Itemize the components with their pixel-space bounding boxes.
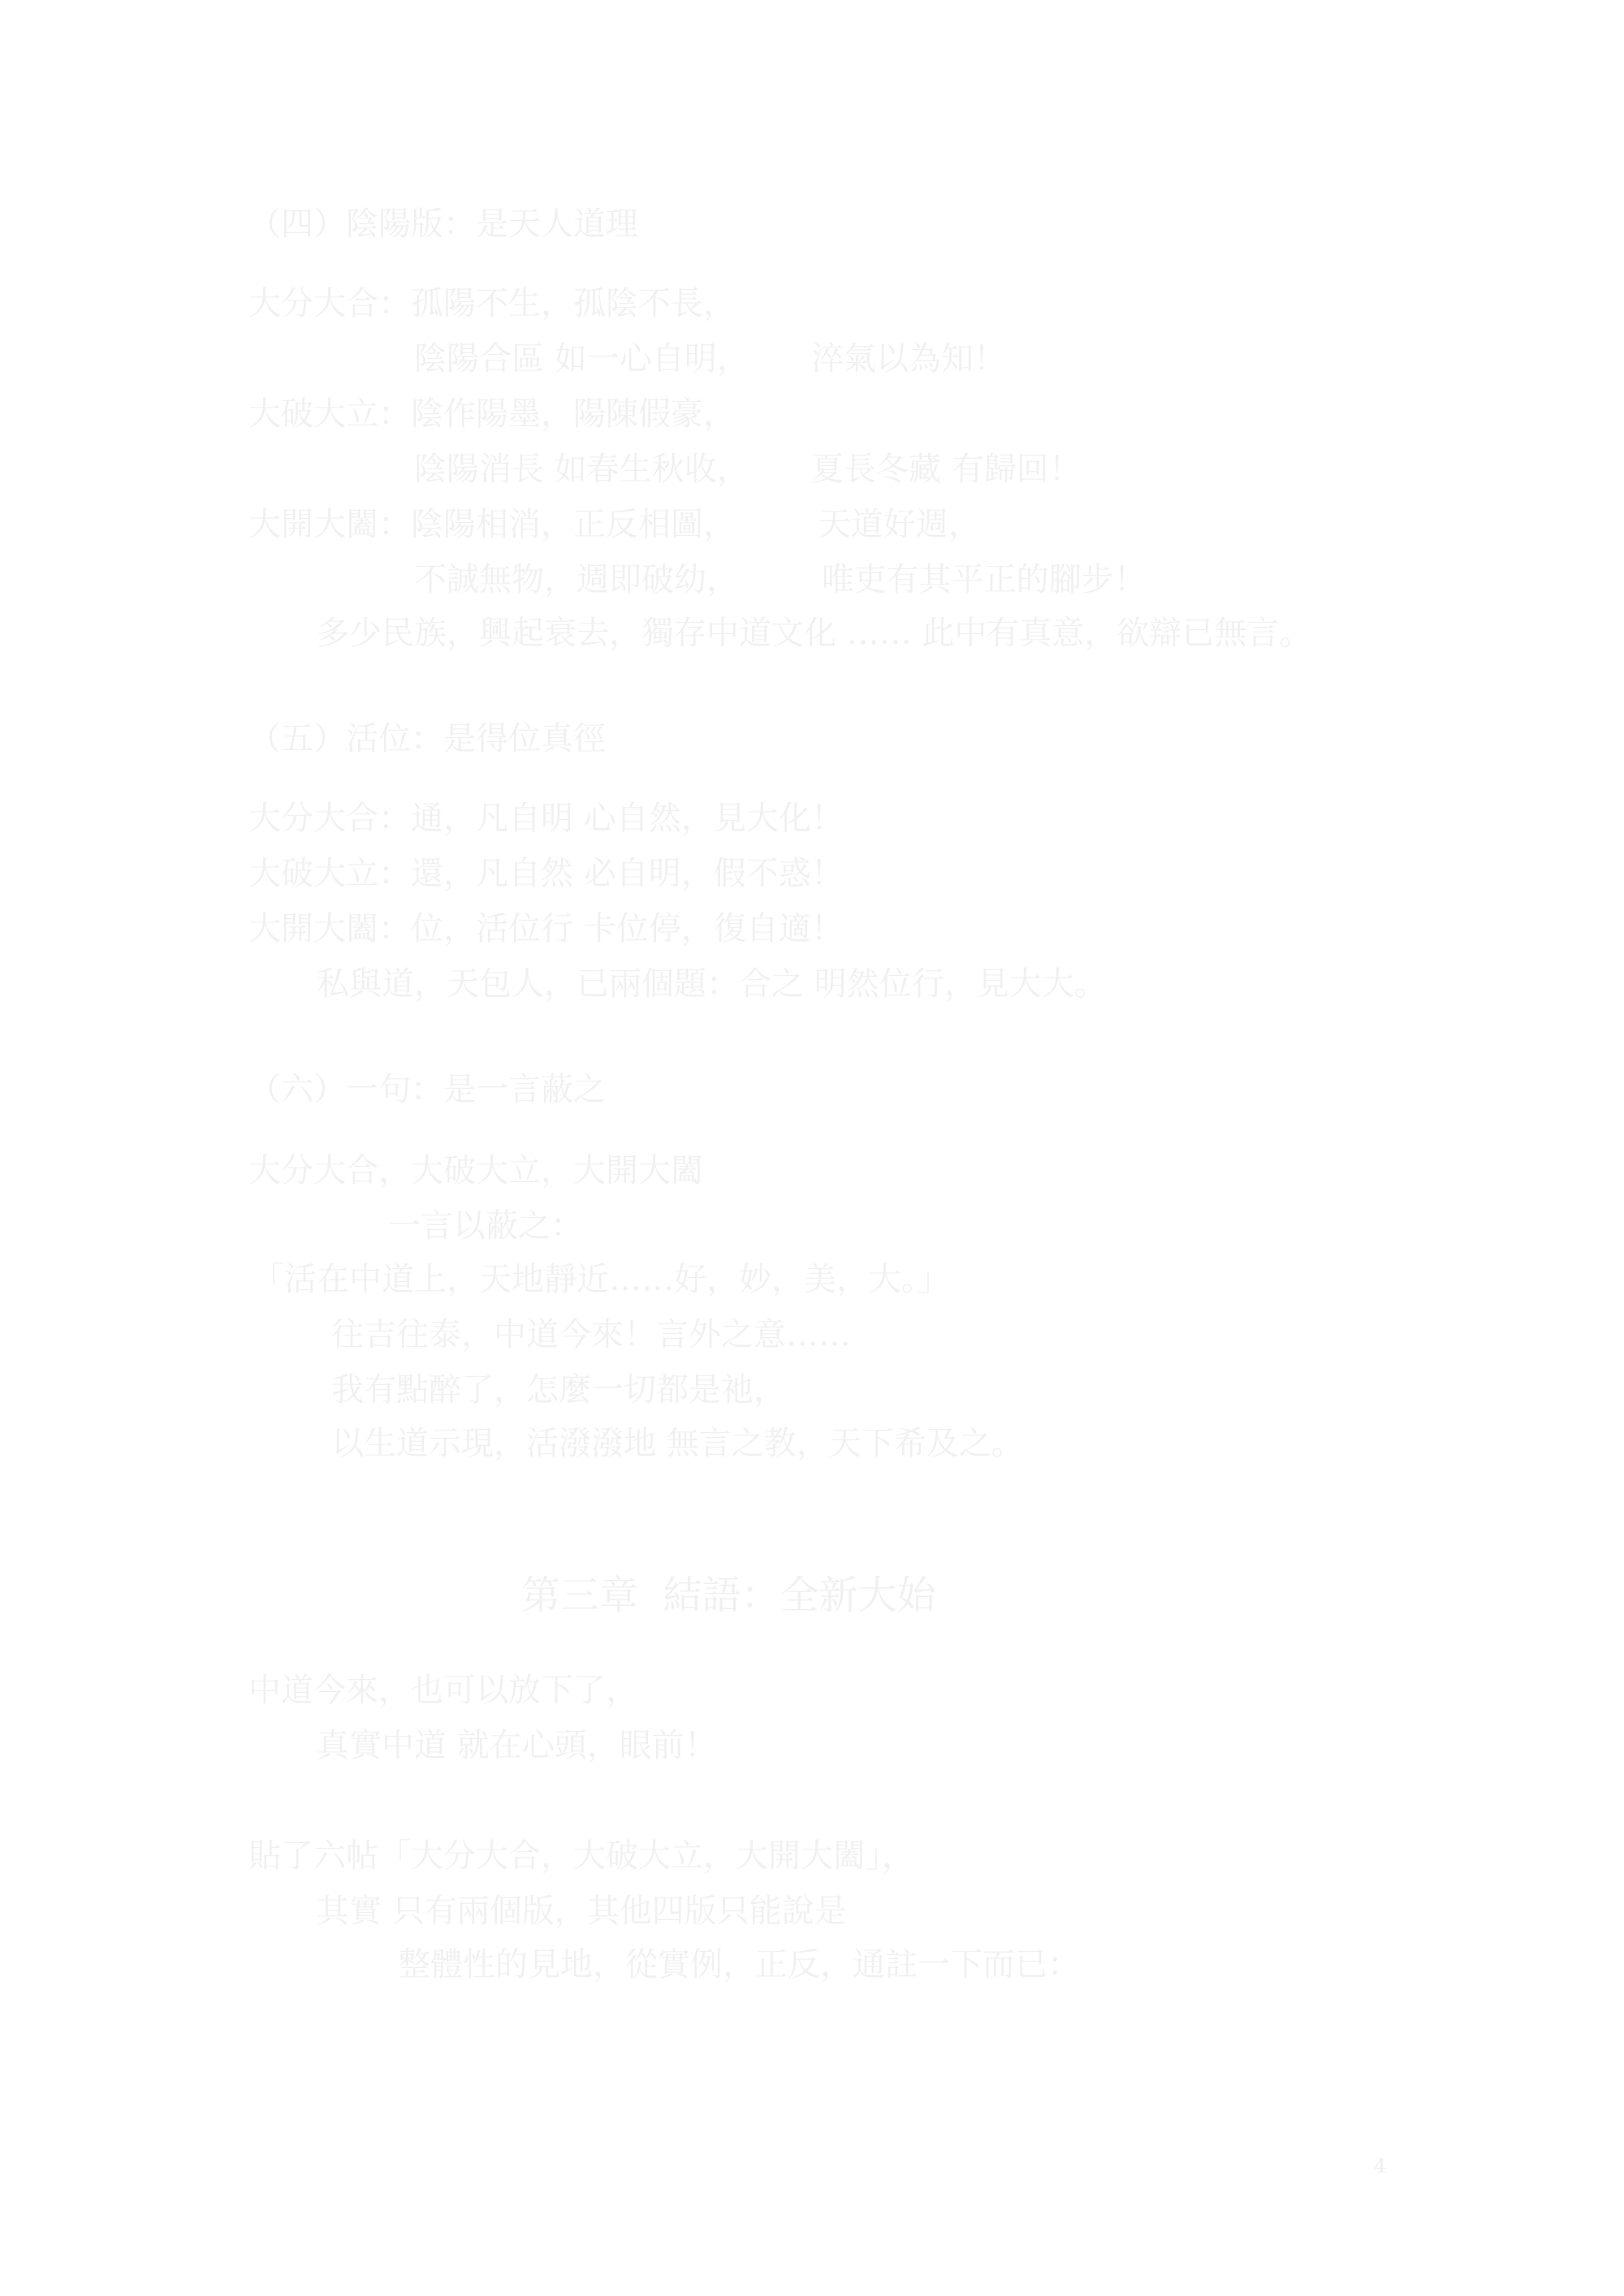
chapter-paragraph-line: 其實 只有兩個版，其他四版只能說是	[317, 1892, 847, 1930]
section4-line: 不誠無物，週即破幼， 唯吏有其平正的腳步！	[414, 561, 1147, 598]
chapter-title: 第三章 結語：全新大始	[521, 1573, 936, 1618]
chapter-paragraph-line: 中道今來，也可以放下了，	[248, 1672, 638, 1709]
section6-line: 大分大合，大破大立，大開大闔	[248, 1152, 703, 1189]
section4-line: 大分大合：孤陽不生，孤陰不長，	[248, 285, 736, 322]
section4-line: 陰陽消長 如春生秋收， 夏長冬藏 有歸回！	[414, 451, 1082, 488]
section6-line: 往吉往泰，中道今來！言外之意……	[331, 1316, 851, 1353]
chapter-paragraph-line: 真實中道 就在心頭，眼前！	[317, 1727, 717, 1764]
chapter-paragraph-line: 貼了六帖「大分大合，大破大立，大開大闔」，	[248, 1837, 914, 1875]
section6-heading: （六）一句：是一言蔽之	[248, 1071, 606, 1108]
section4-line: 陰陽合區 如一心自明， 淬氣以為知！	[414, 340, 1007, 378]
section4-line: 大破大立：陰作陽墨，陽陳假豪，	[248, 395, 736, 433]
section6-line: 我有點醉了，怎麼一切都是祂，	[331, 1371, 786, 1409]
chapter-paragraph-line: 整體性的見地，從實例，正反，通註一下而已：	[398, 1946, 1080, 1983]
section5-line: 大開大闔：位，活位行 卡位停，復自適！	[248, 910, 844, 947]
section5-line: 大破大立：還，凡自然 必自明，假不惑！	[248, 855, 844, 892]
section5-line: 私與道，天包人，已兩個題：合之 明然位行，見大大。	[317, 965, 1107, 1003]
section6-line: 以生道示現，活潑潑地 無言之教，天下希及之。	[331, 1425, 1024, 1462]
section6-line: 「活在中道上，天地靜近……好，妙，美，大。」	[252, 1261, 950, 1298]
section4-heading: （四）陰陽版：是天人道理	[248, 205, 638, 243]
section4-line: 多少民族，興起衰去，獨存中道文化 …… 此中有真意，欲辯已無言。	[317, 615, 1312, 652]
page-number: 4	[1374, 2155, 1387, 2177]
section5-line: 大分大合：通，凡自明 心自然，見大化！	[248, 800, 844, 837]
section4-line: 大開大闔：陰陽相消，正反相圖， 天道好週，	[248, 506, 981, 543]
section6-line: 一言以蔽之：	[388, 1207, 583, 1245]
section5-heading: （五）活位：是得位真徑	[248, 720, 606, 757]
